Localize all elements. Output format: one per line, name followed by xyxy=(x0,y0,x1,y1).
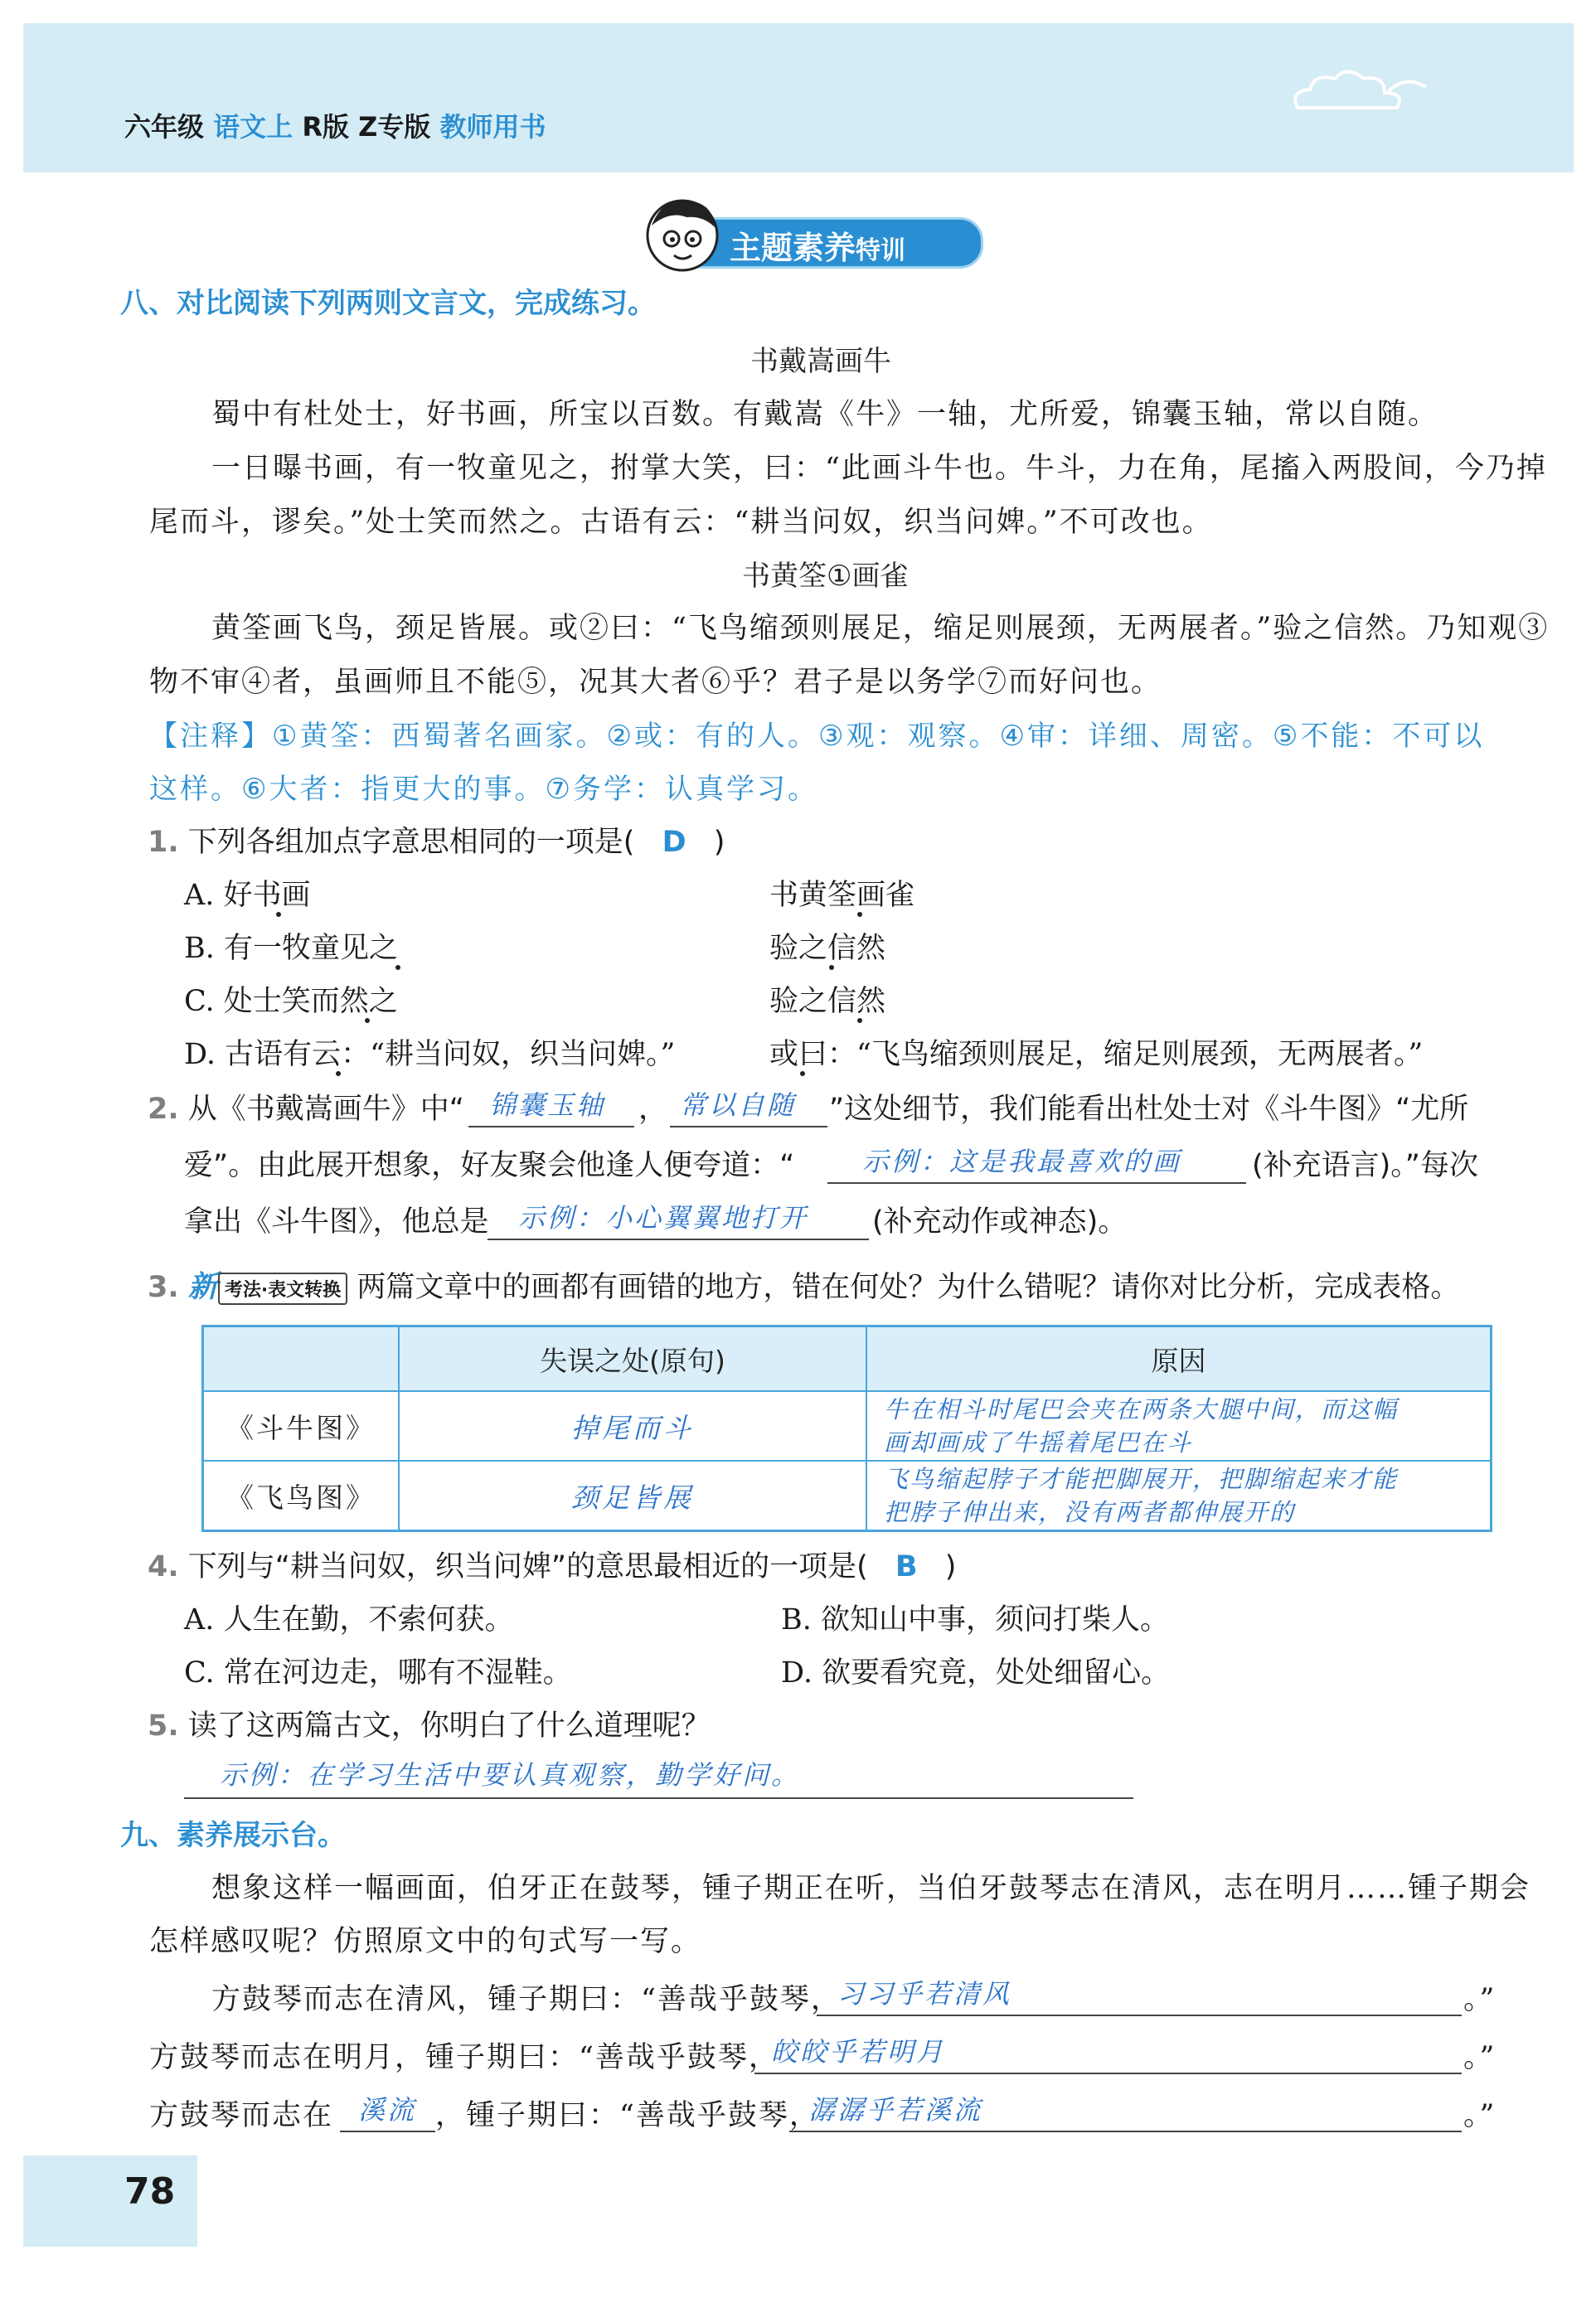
section-9-intro-1: 想象这样一幅画面，伯牙正在鼓琴，锺子期正在听，当伯牙鼓琴志在清风，志在明月……锺子期会 xyxy=(211,1872,1531,1905)
new-badge: 新 xyxy=(187,1270,218,1304)
imitation-line-1-prefix: 方鼓琴而志在清风，锺子期曰：“善哉乎鼓琴， xyxy=(211,1983,842,2016)
emphasis-dot xyxy=(857,912,862,917)
question-4 xyxy=(148,1544,956,1585)
q2-blank-4-answer: 示例：小心翼翼地打开 xyxy=(518,1202,809,1234)
emphasis-dot xyxy=(336,1071,341,1076)
header-special: Z专版 xyxy=(358,111,431,143)
q2-text-3a: 拿出《斗牛图》，他总是 xyxy=(184,1205,489,1239)
text2-line-1: 黄筌画飞鸟，颈足皆展。或②曰：“飞鸟缩颈则展足，缩足则展颈，无两展者。”验之信然。乃知观③ xyxy=(211,612,1550,645)
text2-title: 书黄筌①画雀 xyxy=(742,560,909,593)
section-8-title: 八、对比阅读下列两则文言文，完成练习。 xyxy=(120,287,656,320)
text1-line-3: 尾而斗，谬矣。”处士笑而然之。古语有云：“耕当问奴，织当问婢。”不可改也。 xyxy=(149,506,1213,539)
table-cell-error-answer: 掉尾而斗 xyxy=(571,1411,694,1444)
header-grade: 六年级 xyxy=(124,111,205,143)
imitation-line-1-answer: 习习乎若清风 xyxy=(837,1978,1012,2010)
comparison-table xyxy=(201,1325,1492,1532)
question-4-close: ) xyxy=(944,1550,957,1583)
q4-option-d: D. 欲要看究竟，处处细留心。 xyxy=(781,1656,1171,1690)
header-edition: R版 xyxy=(302,111,349,143)
question-4-stem: 下列与“耕当问奴，织当问婢”的意思最相近的一项是( xyxy=(187,1550,868,1583)
reason-line: 把脖子伸出来，没有两者都伸展开的 xyxy=(884,1498,1296,1526)
question-1-stem: 下列各组加点字意思相同的一项是( xyxy=(187,826,635,859)
q5-answer: 示例：在学习生活中要认真观察，勤学好问。 xyxy=(220,1759,801,1791)
imitation-line-2-prefix: 方鼓琴而志在明月，锺子期曰：“善哉乎鼓琴， xyxy=(149,2041,779,2074)
q1-option-b-left: B. 有一牧童见之 xyxy=(184,932,398,965)
q1-option-a-right: 书黄筌画雀 xyxy=(769,879,915,912)
reason-line: 飞鸟缩起脖子才能把脚展开，把脚缩起来才能 xyxy=(884,1465,1399,1493)
imitation-line-2-blank xyxy=(754,2073,1462,2074)
q2-blank-2-answer: 常以自随 xyxy=(680,1089,797,1121)
q4-option-c: C. 常在河边走，哪有不湿鞋。 xyxy=(184,1656,572,1690)
table-cell-painting: 《斗牛图》 xyxy=(203,1391,400,1461)
emphasis-dot xyxy=(800,1071,805,1076)
imitation-line-3-end: 。” xyxy=(1463,2099,1497,2132)
section-9-title: 九、素养展示台。 xyxy=(120,1819,346,1852)
q1-option-a-left: A. 好书画 xyxy=(184,879,311,912)
table-cell-painting: 《飞鸟图》 xyxy=(203,1461,400,1531)
text1-line-1: 蜀中有杜处士，好书画，所宝以百数。有戴嵩《牛》一轴，尤所爱，锦囊玉轴，常以自随。 xyxy=(211,398,1439,431)
section-9-intro-2: 怎样感叹呢？仿照原文中的句式写一写。 xyxy=(149,1925,702,1958)
question-1-answer: D xyxy=(662,826,686,859)
annotation-line-1: 【注释】①黄筌：西蜀著名画家。②或：有的人。③观：观察。④审：详细、周密。⑤不能：不可以 xyxy=(149,720,1485,753)
q2-text-3b: (补充动作或神态)。 xyxy=(872,1205,1128,1239)
header-title xyxy=(124,106,546,144)
q2-comma: ， xyxy=(638,1093,668,1126)
q1-option-c-right: 验之信然 xyxy=(769,985,886,1018)
q4-option-a: A. 人生在勤，不索何获。 xyxy=(184,1603,514,1637)
question-5 xyxy=(148,1703,711,1744)
q5-answer-line xyxy=(184,1797,1133,1799)
q2-blank-2-line xyxy=(670,1126,827,1127)
q2-blank-3-line xyxy=(827,1182,1246,1184)
q2-blank-4-line xyxy=(488,1239,869,1240)
table-cell-reason-answer xyxy=(884,1393,1489,1459)
q1-option-d-right: 或曰：“飞鸟缩颈则展足，缩足则展颈，无两展者。” xyxy=(769,1038,1424,1071)
q2-blank-1-answer: 锦囊玉轴 xyxy=(489,1089,606,1121)
page-number: 78 xyxy=(124,2170,176,2213)
banner-main: 主题素养 xyxy=(730,230,856,266)
q1-option-b-right: 验之信然 xyxy=(769,932,886,965)
reason-line: 牛在相斗时尾巴会夹在两条大腿中间，而这幅 xyxy=(884,1395,1399,1423)
q2-blank-3-answer: 示例：这是我最喜欢的画 xyxy=(862,1146,1182,1177)
table-header-empty xyxy=(203,1326,400,1392)
question-2-line-1 xyxy=(148,1086,464,1127)
question-1-close: ) xyxy=(713,826,725,859)
q2-blank-1-line xyxy=(468,1126,634,1127)
emphasis-dot xyxy=(829,965,834,970)
header-book: 教师用书 xyxy=(439,111,546,143)
header-subject: 语文上 xyxy=(213,111,293,143)
q2-text-2a: 爱”。由此展开想象，好友聚会他逢人便夸道：“ xyxy=(184,1149,795,1182)
reason-line: 画却画成了牛摇着尾巴在斗 xyxy=(884,1428,1193,1457)
banner-title xyxy=(730,222,905,268)
imitation-line-2-end: 。” xyxy=(1463,2041,1497,2074)
emphasis-dot xyxy=(365,1018,370,1023)
imitation-line-3-answer: 潺潺乎若溪流 xyxy=(808,2094,983,2126)
imitation-line-2-answer: 皎皎乎若明月 xyxy=(771,2036,946,2068)
cloud-decoration-icon xyxy=(1281,58,1447,124)
table-header-error: 失误之处(原句) xyxy=(399,1326,866,1392)
table-header-row xyxy=(203,1326,1492,1392)
text1-title: 书戴嵩画牛 xyxy=(750,345,891,378)
table-cell-reason-answer xyxy=(884,1462,1489,1529)
question-5-number: 5. xyxy=(148,1709,179,1743)
q2-text-2b: (补充语言)。”每次 xyxy=(1252,1149,1478,1182)
q2-text-1: 从《书戴嵩画牛》中“ xyxy=(187,1093,464,1126)
question-3-stem: 两篇文章中的画都有画错的地方，错在何处？为什么错呢？请你对比分析，完成表格。 xyxy=(357,1271,1460,1304)
q1-option-c-left: C. 处士笑而然之 xyxy=(184,985,398,1018)
imitation-line-3-prefix: 方鼓琴而志在 xyxy=(149,2099,334,2132)
imitation-line-3-blank-answer: 溪流 xyxy=(358,2094,417,2126)
mascot-icon xyxy=(637,192,728,282)
banner-suffix: 特训 xyxy=(856,236,906,265)
q4-option-b: B. 欲知山中事，须问打柴人。 xyxy=(781,1603,1169,1637)
emphasis-dot xyxy=(857,1018,862,1023)
table-cell-error-answer: 颈足皆展 xyxy=(571,1481,694,1514)
emphasis-dot xyxy=(395,965,400,970)
imitation-line-1-blank xyxy=(817,2015,1462,2016)
question-type-tag: 考法·表文转换 xyxy=(218,1273,347,1305)
q1-option-d-left: D. 古语有云：“耕当问奴，织当问婢。” xyxy=(184,1038,676,1071)
imitation-line-3-short-blank xyxy=(340,2131,435,2132)
q2-text-1c: ”这处细节，我们能看出杜处士对《斗牛图》“尤所 xyxy=(829,1093,1469,1126)
section-banner xyxy=(630,192,1003,282)
question-1 xyxy=(148,819,725,861)
question-4-answer: B xyxy=(895,1550,918,1583)
imitation-line-1-end: 。” xyxy=(1463,1983,1497,2016)
text2-line-2: 物不审④者，虽画师且不能⑤，况其大者⑥乎？君子是以务学⑦而好问也。 xyxy=(149,666,1162,699)
question-5-stem: 读了这两篇古文，你明白了什么道理呢？ xyxy=(187,1709,711,1743)
question-3-number: 3. xyxy=(148,1271,179,1304)
text1-line-2: 一日曝书画，有一牧童见之，拊掌大笑，曰：“此画斗牛也。牛斗，力在角，尾搐入两股间，今乃掉 xyxy=(211,452,1547,485)
annotation-line-2: 这样。⑥大者：指更大的事。⑦务学：认真学习。 xyxy=(149,773,818,806)
table-row xyxy=(203,1461,1492,1531)
question-1-number: 1. xyxy=(148,826,179,859)
question-4-number: 4. xyxy=(148,1550,179,1583)
table-header-reason: 原因 xyxy=(866,1326,1492,1392)
imitation-line-3-middle: ，锺子期曰：“善哉乎鼓琴， xyxy=(435,2099,820,2132)
question-3 xyxy=(148,1263,1459,1306)
table-row xyxy=(203,1391,1492,1461)
emphasis-dot xyxy=(276,912,281,917)
imitation-line-3-blank xyxy=(789,2131,1462,2132)
question-2-number: 2. xyxy=(148,1093,179,1126)
